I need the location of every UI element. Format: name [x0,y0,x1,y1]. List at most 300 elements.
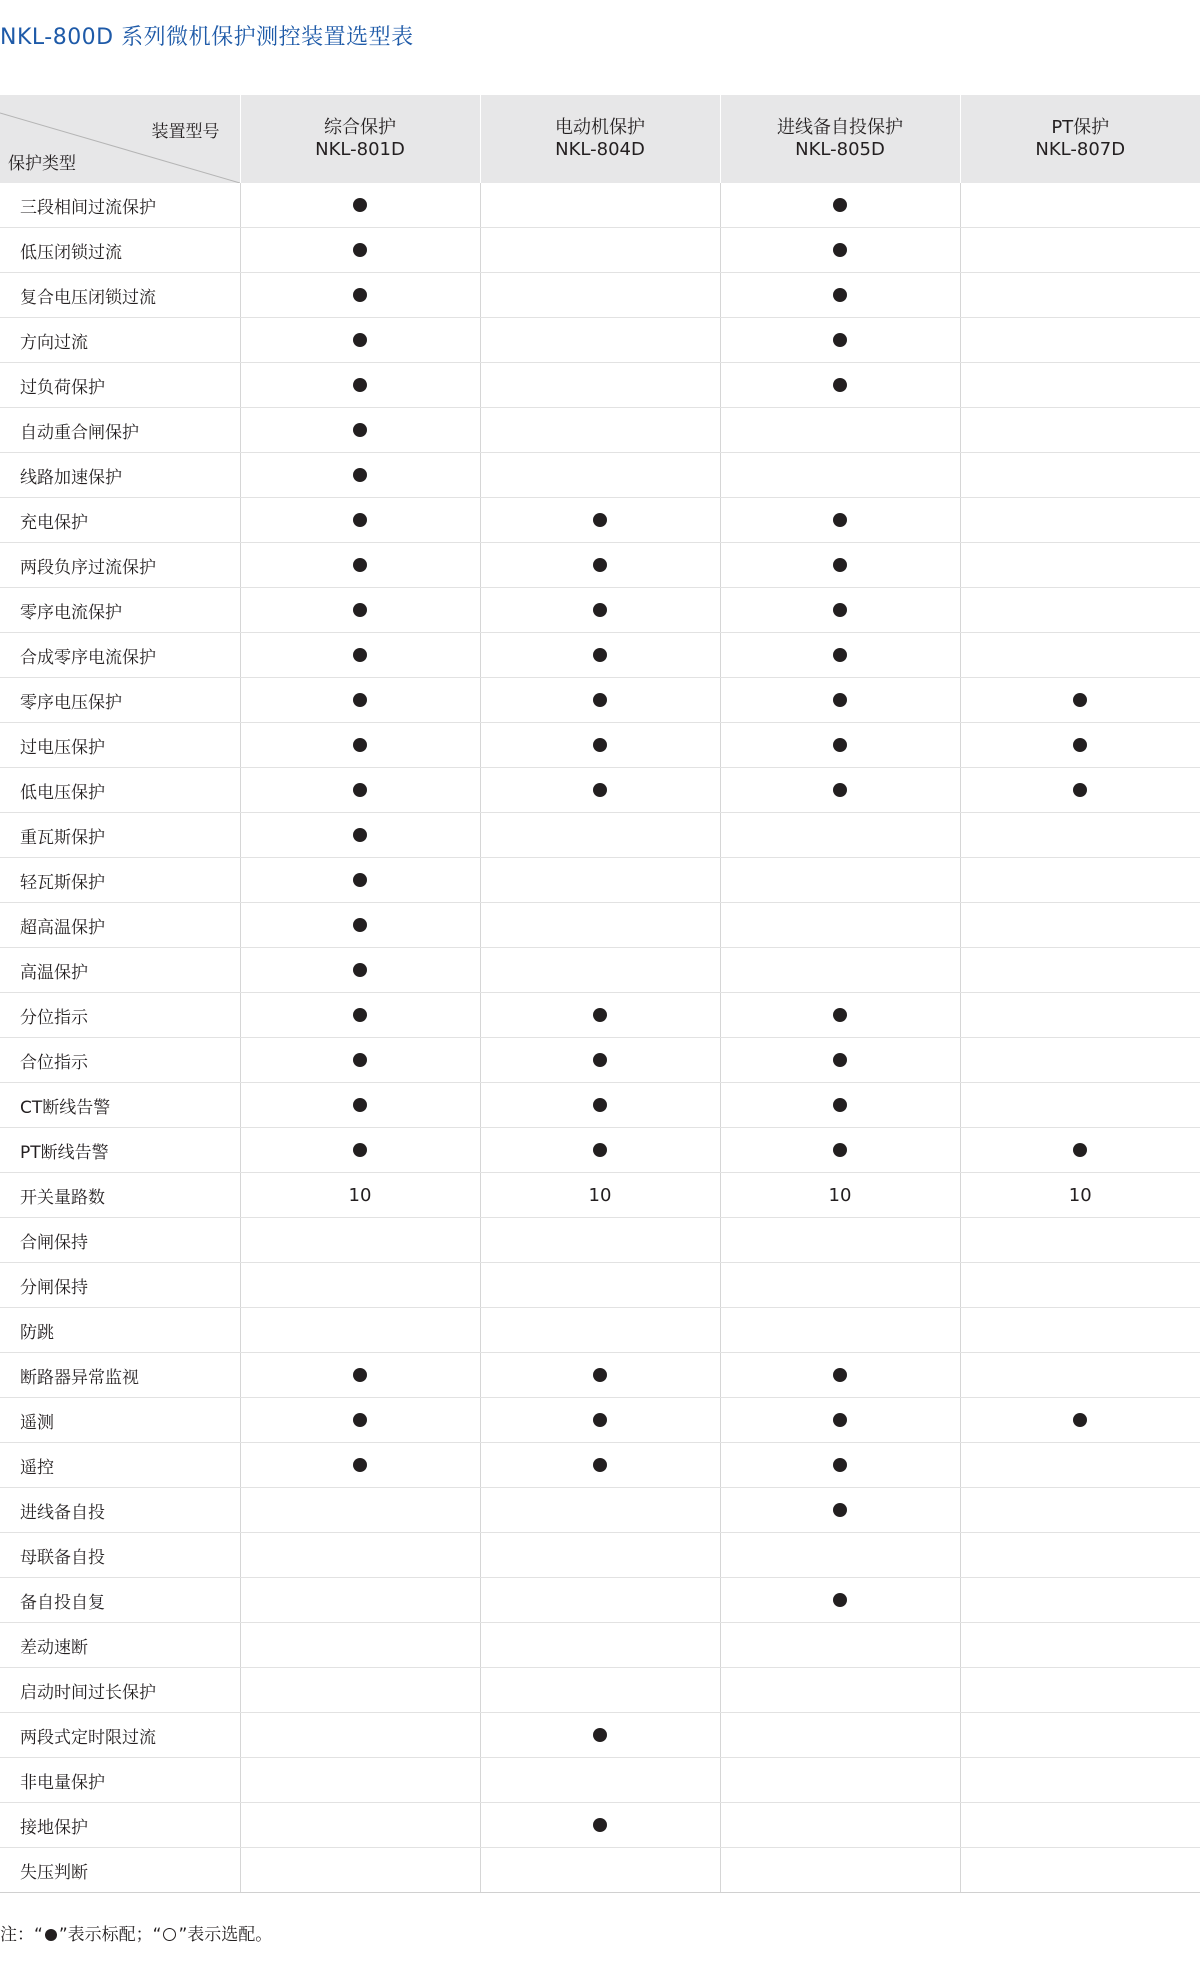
row-label: 启动时间过长保护 [0,1668,240,1713]
row-label: 高温保护 [0,948,240,993]
row-label: 失压判断 [0,1848,240,1893]
table-cell [960,588,1200,633]
table-cell [240,543,480,588]
table-cell [720,1443,960,1488]
table-cell [960,498,1200,543]
standard-dot-icon [353,1143,367,1157]
table-cell [480,1668,720,1713]
standard-dot-icon [593,1098,607,1112]
row-label: 合位指示 [0,1038,240,1083]
column-header [720,95,960,183]
table-cell [480,858,720,903]
filled-dot-icon [45,1929,57,1941]
table-row [0,1173,1200,1218]
standard-dot-icon [353,1368,367,1382]
table-row [0,1083,1200,1128]
table-cell [480,1623,720,1668]
table-cell [720,363,960,408]
table-cell [720,1533,960,1578]
row-label: 零序电流保护 [0,588,240,633]
standard-dot-icon [353,1098,367,1112]
standard-dot-icon [833,1458,847,1472]
standard-dot-icon [593,1413,607,1427]
standard-dot-icon [353,918,367,932]
row-label: 过负荷保护 [0,363,240,408]
table-cell [240,948,480,993]
column-header [240,95,480,183]
table-cell [720,1713,960,1758]
standard-dot-icon [1073,693,1087,707]
table-cell [720,1128,960,1173]
table-cell [960,363,1200,408]
standard-dot-icon [353,648,367,662]
table-row [0,813,1200,858]
standard-dot-icon [353,693,367,707]
standard-dot-icon [1073,783,1087,797]
table-cell [240,1713,480,1758]
column-name: PT保护 [1051,117,1110,138]
table-cell [240,903,480,948]
table-cell [240,1488,480,1533]
table-cell [240,1398,480,1443]
standard-dot-icon [593,693,607,707]
standard-dot-icon [353,783,367,797]
table-cell [480,633,720,678]
table-cell [960,1758,1200,1803]
table-cell [480,1353,720,1398]
table-cell [480,723,720,768]
footnote [0,1920,272,1945]
table-row [0,363,1200,408]
table-cell [960,993,1200,1038]
table-cell [720,183,960,228]
table-cell [960,1218,1200,1263]
table-row [0,1128,1200,1173]
standard-dot-icon [593,603,607,617]
table-cell [480,1173,720,1218]
table-row [0,1443,1200,1488]
table-cell [240,1578,480,1623]
standard-dot-icon [353,603,367,617]
table-row [0,228,1200,273]
row-label: 超高温保护 [0,903,240,948]
footnote-standard: ”表示标配；“ [58,1925,162,1945]
row-label: PT断线告警 [0,1128,240,1173]
row-label: 三段相间过流保护 [0,183,240,228]
row-label: 防跳 [0,1308,240,1353]
table-cell [480,318,720,363]
standard-dot-icon [353,243,367,257]
table-cell [480,1578,720,1623]
table-cell [240,273,480,318]
row-label: 遥测 [0,1398,240,1443]
cell-value: 10 [828,1184,852,1206]
table-cell [960,318,1200,363]
standard-dot-icon [833,1593,847,1607]
row-label: 分位指示 [0,993,240,1038]
table-row [0,1848,1200,1893]
row-label: 分闸保持 [0,1263,240,1308]
row-label: 两段负序过流保护 [0,543,240,588]
table-cell [480,498,720,543]
table-cell [960,633,1200,678]
standard-dot-icon [833,333,847,347]
table-cell [480,948,720,993]
table-cell [960,1848,1200,1893]
table-cell [960,1578,1200,1623]
table-row [0,498,1200,543]
standard-dot-icon [833,288,847,302]
standard-dot-icon [833,738,847,752]
cell-value: 10 [588,1184,612,1206]
table-cell [240,1128,480,1173]
table-cell [480,1398,720,1443]
table-row [0,633,1200,678]
row-label: 自动重合闸保护 [0,408,240,453]
table-cell [960,1353,1200,1398]
row-label: 差动速断 [0,1623,240,1668]
table-row [0,1398,1200,1443]
table-row [0,408,1200,453]
row-label: 低压闭锁过流 [0,228,240,273]
standard-dot-icon [353,198,367,212]
table-cell [240,1758,480,1803]
table-row [0,1623,1200,1668]
table-cell [720,273,960,318]
table-cell [720,1263,960,1308]
table-cell [960,273,1200,318]
table-cell [960,768,1200,813]
row-label: 两段式定时限过流 [0,1713,240,1758]
page-title: NKL-800D 系列微机保护测控装置选型表 [0,25,414,50]
standard-dot-icon [833,1143,847,1157]
standard-dot-icon [353,963,367,977]
table-cell [720,453,960,498]
standard-dot-icon [353,1008,367,1022]
table-cell [960,1083,1200,1128]
table-cell [720,228,960,273]
standard-dot-icon [1073,738,1087,752]
table-cell [480,1848,720,1893]
table-cell [240,1848,480,1893]
table-cell [720,543,960,588]
standard-dot-icon [353,468,367,482]
table-cell [480,273,720,318]
standard-dot-icon [353,828,367,842]
standard-dot-icon [353,333,367,347]
standard-dot-icon [833,198,847,212]
row-label: 遥控 [0,1443,240,1488]
table-cell [240,183,480,228]
table-cell [960,1488,1200,1533]
row-label: 过电压保护 [0,723,240,768]
column-model: NKL-801D [315,139,405,160]
table-cell [240,993,480,1038]
table-cell [960,1173,1200,1218]
table-cell [480,183,720,228]
table-cell [480,993,720,1038]
table-cell [240,1218,480,1263]
row-label: 轻瓦斯保护 [0,858,240,903]
table-cell [240,768,480,813]
table-row [0,993,1200,1038]
table-row [0,1488,1200,1533]
standard-dot-icon [833,603,847,617]
table-cell [480,1803,720,1848]
row-label: 低电压保护 [0,768,240,813]
table-cell [240,1803,480,1848]
standard-dot-icon [833,1503,847,1517]
table-row [0,678,1200,723]
table-cell [480,408,720,453]
table-row [0,1263,1200,1308]
table-row [0,903,1200,948]
table-cell [480,1038,720,1083]
table-cell [240,1173,480,1218]
table-cell [480,1443,720,1488]
table-cell [720,1218,960,1263]
standard-dot-icon [593,1053,607,1067]
cell-value: 10 [348,1184,372,1206]
standard-dot-icon [353,738,367,752]
row-label: 备自投自复 [0,1578,240,1623]
table-cell [960,1533,1200,1578]
row-label: 重瓦斯保护 [0,813,240,858]
standard-dot-icon [353,1413,367,1427]
table-cell [240,1533,480,1578]
table-cell [480,228,720,273]
standard-dot-icon [833,378,847,392]
table-cell [240,678,480,723]
table-cell [720,498,960,543]
hollow-circle-icon [163,1928,176,1941]
table-cell [960,1668,1200,1713]
table-cell [480,1218,720,1263]
table-cell [720,1083,960,1128]
column-name: 电动机保护 [555,117,645,138]
table-cell [480,588,720,633]
column-model: NKL-805D [795,139,885,160]
table-cell [240,588,480,633]
table-cell [480,543,720,588]
row-label: 线路加速保护 [0,453,240,498]
table-cell [240,1623,480,1668]
table-cell [960,408,1200,453]
table-row [0,1668,1200,1713]
table-cell [480,1128,720,1173]
table-cell [960,543,1200,588]
table-cell [960,1803,1200,1848]
table-row [0,453,1200,498]
table-body [0,183,1200,1893]
table-cell [240,1083,480,1128]
table-row [0,1803,1200,1848]
table-cell [960,183,1200,228]
table-cell [960,903,1200,948]
table-cell [480,453,720,498]
table-cell [240,1668,480,1713]
row-label: 接地保护 [0,1803,240,1848]
table-cell [960,1128,1200,1173]
standard-dot-icon [833,1053,847,1067]
corner-header-cell [0,95,240,183]
standard-dot-icon [833,1368,847,1382]
standard-dot-icon [833,243,847,257]
standard-dot-icon [593,648,607,662]
standard-dot-icon [593,1368,607,1382]
table-row [0,1308,1200,1353]
table-cell [240,363,480,408]
row-label: 充电保护 [0,498,240,543]
table-cell [960,1308,1200,1353]
standard-dot-icon [593,1728,607,1742]
table-cell [720,993,960,1038]
standard-dot-icon [353,558,367,572]
table-cell [480,1488,720,1533]
table-row [0,318,1200,363]
column-model: NKL-807D [1035,139,1126,160]
row-label: 非电量保护 [0,1758,240,1803]
standard-dot-icon [833,1098,847,1112]
table-cell [720,1578,960,1623]
table-row [0,1533,1200,1578]
standard-dot-icon [353,1053,367,1067]
table-cell [480,678,720,723]
standard-dot-icon [1073,1413,1087,1427]
row-label: 母联备自投 [0,1533,240,1578]
table-cell [480,1308,720,1353]
table-cell [720,1668,960,1713]
table-cell [720,318,960,363]
table-row [0,768,1200,813]
standard-dot-icon [1073,1143,1087,1157]
table-cell [480,1083,720,1128]
table-cell [960,1623,1200,1668]
table-cell [240,723,480,768]
table-cell [720,1038,960,1083]
table-cell [240,453,480,498]
standard-dot-icon [833,648,847,662]
table-cell [720,1848,960,1893]
standard-dot-icon [593,1818,607,1832]
table-cell [960,1398,1200,1443]
table-cell [480,813,720,858]
standard-dot-icon [833,1008,847,1022]
table-cell [240,858,480,903]
table-cell [720,1173,960,1218]
table-cell [240,228,480,273]
standard-dot-icon [593,1143,607,1157]
table-cell [960,813,1200,858]
table-cell [720,633,960,678]
table-cell [720,948,960,993]
standard-dot-icon [353,873,367,887]
table-cell [720,1488,960,1533]
row-label: 进线备自投 [0,1488,240,1533]
table-row [0,858,1200,903]
standard-dot-icon [593,558,607,572]
table-cell [240,1353,480,1398]
table-row [0,1038,1200,1083]
standard-dot-icon [353,513,367,527]
column-name: 进线备自投保护 [777,117,903,138]
table-cell [240,1308,480,1353]
table-cell [720,903,960,948]
standard-dot-icon [593,513,607,527]
table-cell [960,453,1200,498]
table-cell [240,498,480,543]
table-row [0,1578,1200,1623]
table-cell [960,228,1200,273]
footnote-prefix: 注：“ [0,1925,43,1945]
table-cell [480,1533,720,1578]
standard-dot-icon [353,378,367,392]
table-cell [480,1758,720,1803]
table-cell [240,408,480,453]
standard-dot-icon [353,423,367,437]
table-cell [960,1263,1200,1308]
selection-table [0,95,1200,1893]
table-row [0,723,1200,768]
table-cell [240,1443,480,1488]
table-cell [720,1308,960,1353]
table-row [0,1218,1200,1263]
column-header [960,95,1200,183]
table-cell [480,903,720,948]
table-cell [720,1623,960,1668]
table-cell [240,813,480,858]
table-cell [720,1353,960,1398]
table-cell [720,858,960,903]
table-cell [720,723,960,768]
column-header [480,95,720,183]
table-row [0,543,1200,588]
table-cell [720,1398,960,1443]
table-cell [480,1713,720,1758]
table-cell [960,1443,1200,1488]
table-cell [720,768,960,813]
standard-dot-icon [833,513,847,527]
cell-value: 10 [1068,1184,1092,1206]
standard-dot-icon [593,738,607,752]
table-row [0,1713,1200,1758]
column-model: NKL-804D [555,139,645,160]
table-cell [960,1038,1200,1083]
standard-dot-icon [833,558,847,572]
table-cell [720,678,960,723]
table-row [0,948,1200,993]
table-cell [960,858,1200,903]
row-label: CT断线告警 [0,1083,240,1128]
standard-dot-icon [593,1458,607,1472]
table-cell [720,1758,960,1803]
column-name: 综合保护 [324,117,396,138]
standard-dot-icon [353,1458,367,1472]
table-cell [480,768,720,813]
row-label: 复合电压闭锁过流 [0,273,240,318]
standard-dot-icon [833,783,847,797]
row-label: 合成零序电流保护 [0,633,240,678]
footnote-optional: ”表示选配。 [178,1925,273,1945]
table-cell [240,1038,480,1083]
row-label: 零序电压保护 [0,678,240,723]
row-label: 开关量路数 [0,1173,240,1218]
corner-label-model: 装置型号 [151,122,220,142]
table-cell [960,1713,1200,1758]
standard-dot-icon [593,783,607,797]
table-row [0,588,1200,633]
table-cell [720,588,960,633]
